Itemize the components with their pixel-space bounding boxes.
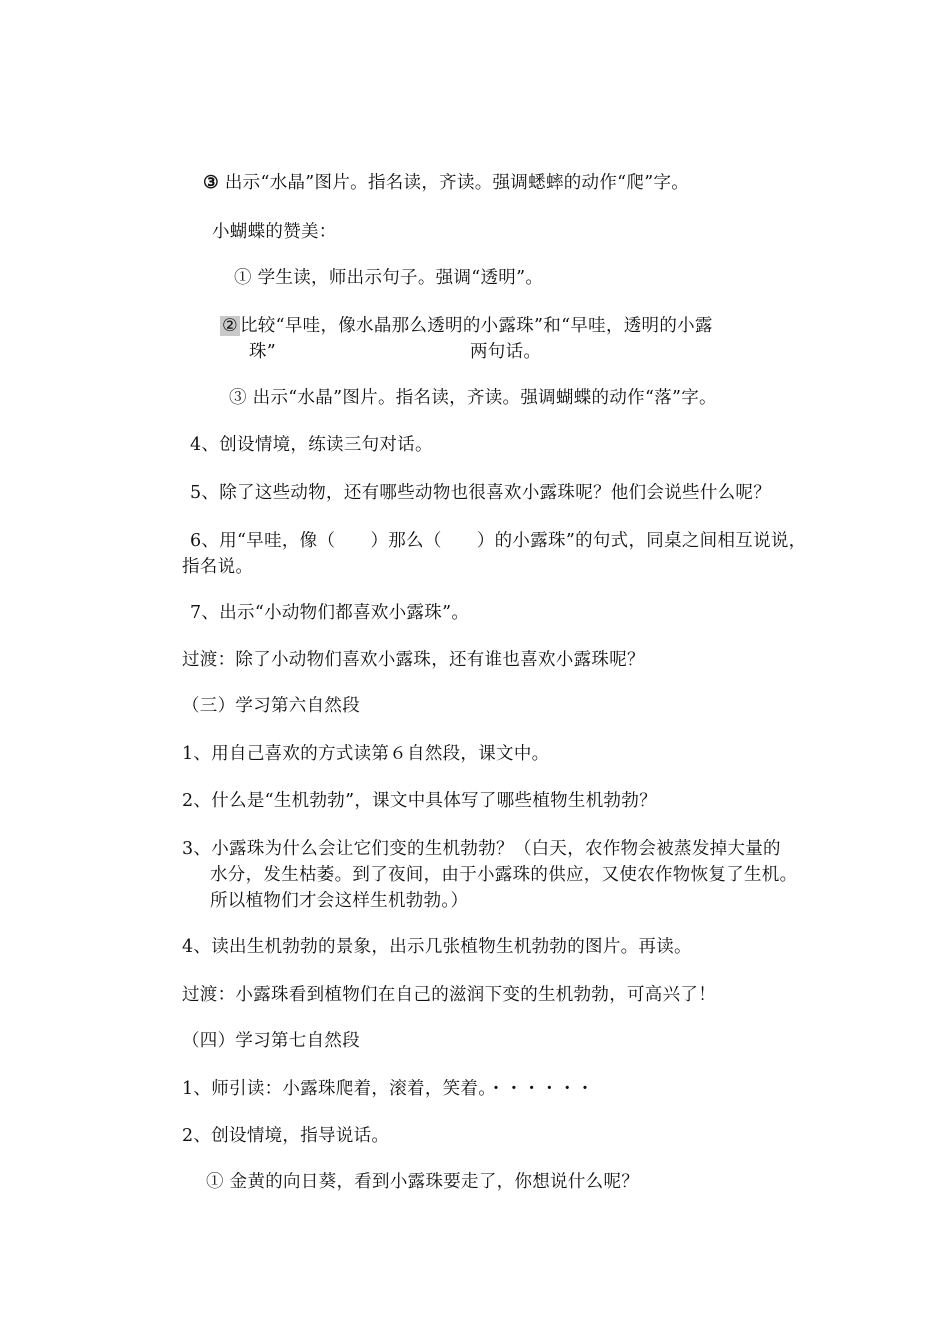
paragraph-line: 1、用自己喜欢的方式读第６自然段，课文中。	[182, 744, 550, 764]
paragraph-line: 3、小露珠为什么会让它们变的生机勃勃？（白天，农作物会被蒸发掉大量的	[182, 839, 781, 859]
line-text: 出示“水晶”图片。指名读，齐读。强调蟋蟀的动作“爬”字。	[219, 173, 690, 193]
paragraph-line	[220, 313, 713, 339]
paragraph-line: 1、师引读：小露珠爬着，滚着，笑着。・・・・・・	[182, 1079, 595, 1099]
section-heading: （四）学习第七自然段	[182, 1031, 360, 1051]
paragraph-line: 6、用“早哇，像（ ）那么（ ）的小露珠”的句式，同桌之间相互说说，	[190, 531, 807, 551]
paragraph-line-continued: 指名说。	[182, 557, 254, 577]
list-marker: ③	[203, 173, 219, 193]
paragraph-line: 5、除了这些动物，还有哪些动物也很喜欢小露珠呢？他们会说些什么呢？	[190, 483, 772, 503]
transition-line: 过渡：除了小动物们喜欢小露珠，还有谁也喜欢小露珠呢？	[182, 650, 645, 670]
paragraph-line: 4、读出生机勃勃的景象，出示几张植物生机勃勃的图片。再读。	[182, 937, 692, 957]
paragraph-line: ① 金黄的向日葵，看到小露珠要走了，你想说什么呢？	[206, 1172, 640, 1192]
subheading-line: 小蝴蝶的赞美：	[212, 222, 337, 242]
section-heading: （三）学习第六自然段	[182, 696, 360, 716]
paragraph-line: 2、创设情境，指导说话。	[182, 1126, 390, 1146]
line-text: 比较“早哇，像水晶那么透明的小露珠”和“早哇，透明的小露	[240, 316, 713, 336]
paragraph-line: 2、什么是“生机勃勃”，课文中具体写了哪些植物生机勃勃？	[182, 791, 657, 811]
paragraph-line: ① 学生读，师出示句子。强调“透明”。	[234, 268, 544, 288]
paragraph-line: ③ 出示“水晶”图片。指名读，齐读。强调蝴蝶的动作“落”字。	[229, 388, 717, 408]
paragraph-line-continued: 珠”	[249, 342, 277, 362]
transition-line: 过渡：小露珠看到植物们在自己的滋润下变的生机勃勃，可高兴了！	[182, 985, 716, 1005]
paragraph-line-continued: 水分，发生枯萎。到了夜间，由于小露珠的供应，又使农作物恢复了生机。	[210, 865, 798, 885]
paragraph-line	[203, 170, 689, 196]
paragraph-line: 4、创设情境，练读三句对话。	[190, 435, 433, 455]
highlighted-marker: ②	[222, 316, 238, 336]
paragraph-line: 7、出示“小动物们都喜欢小露珠”。	[190, 603, 470, 623]
paragraph-line-continued: 两句话。	[470, 342, 542, 362]
paragraph-line-continued: 所以植物们才会这样生机勃勃。）	[210, 891, 469, 911]
